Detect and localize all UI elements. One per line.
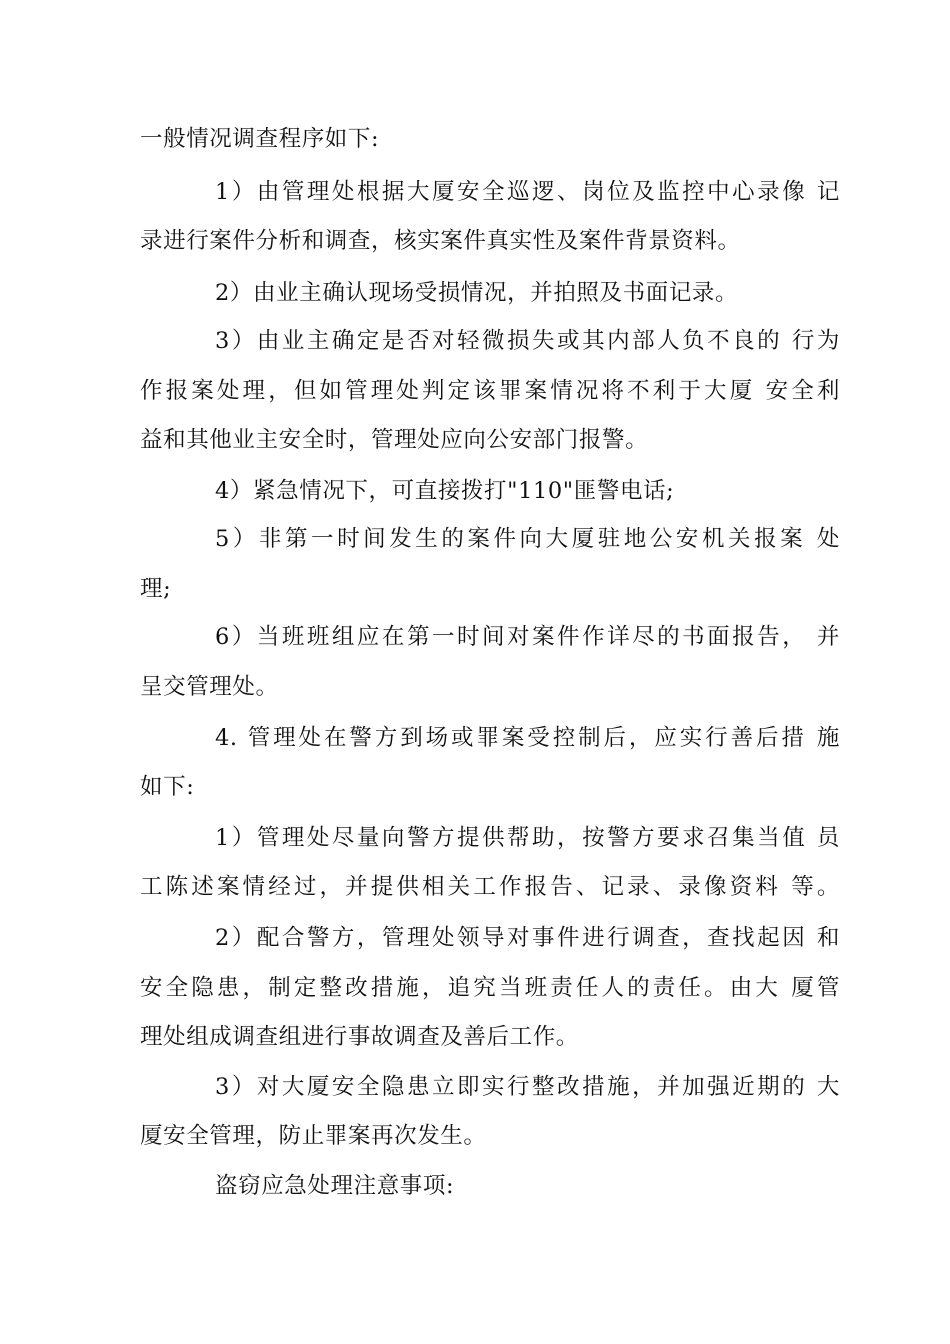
paragraph-line: 理;: [140, 576, 172, 602]
paragraph-line: 1）管理处尽量向警方提供帮助，按警方要求召集当值 员: [215, 825, 840, 851]
section-heading: 一般情况调查程序如下:: [140, 126, 380, 152]
paragraph-line: 厦安全管理，防止罪案再次发生。: [140, 1123, 487, 1149]
paragraph-line: 理处组成调查组进行事故调查及善后工作。: [140, 1024, 579, 1050]
section-heading: 盗窃应急处理注意事项:: [215, 1173, 455, 1199]
paragraph-line: 5）非第一时间发生的案件向大厦驻地公安机关报案 处: [215, 526, 840, 552]
paragraph-line: 呈交管理处。: [140, 674, 279, 700]
paragraph-line: 1）由管理处根据大厦安全巡逻、岗位及监控中心录像 记: [215, 179, 840, 205]
paragraph-line: 3）对大厦安全隐患立即实行整改措施，并加强近期的 大: [215, 1074, 840, 1100]
paragraph-line: 工陈述案情经过，并提供相关工作报告、记录、录像资料 等。: [140, 874, 840, 900]
paragraph-line: 2）配合警方，管理处领导对事件进行调查，查找起因 和: [215, 925, 840, 951]
paragraph-line: 3）由业主确定是否对轻微损失或其内部人负不良的 行为: [215, 328, 840, 354]
paragraph-line: 如下:: [140, 774, 195, 800]
paragraph-line: 录进行案件分析和调查，核实案件真实性及案件背景资料。: [140, 228, 741, 254]
paragraph-line: 作报案处理，但如管理处判定该罪案情况将不利于大厦 安全利: [140, 378, 840, 404]
paragraph-line: 安全隐患，制定整改措施，追究当班责任人的责任。由大 厦管: [140, 975, 840, 1001]
paragraph-line: 6）当班班组应在第一时间对案件作详尽的书面报告， 并: [215, 624, 840, 650]
paragraph-line: 2）由业主确认现场受损情况，并拍照及书面记录。: [215, 280, 739, 306]
paragraph-line: 益和其他业主安全时，管理处应向公安部门报警。: [140, 427, 649, 453]
paragraph-line: 4）紧急情况下，可直接拨打"110"匪警电话;: [215, 478, 675, 504]
section-heading: 4. 管理处在警方到场或罪案受控制后，应实行善后措 施: [215, 725, 840, 751]
